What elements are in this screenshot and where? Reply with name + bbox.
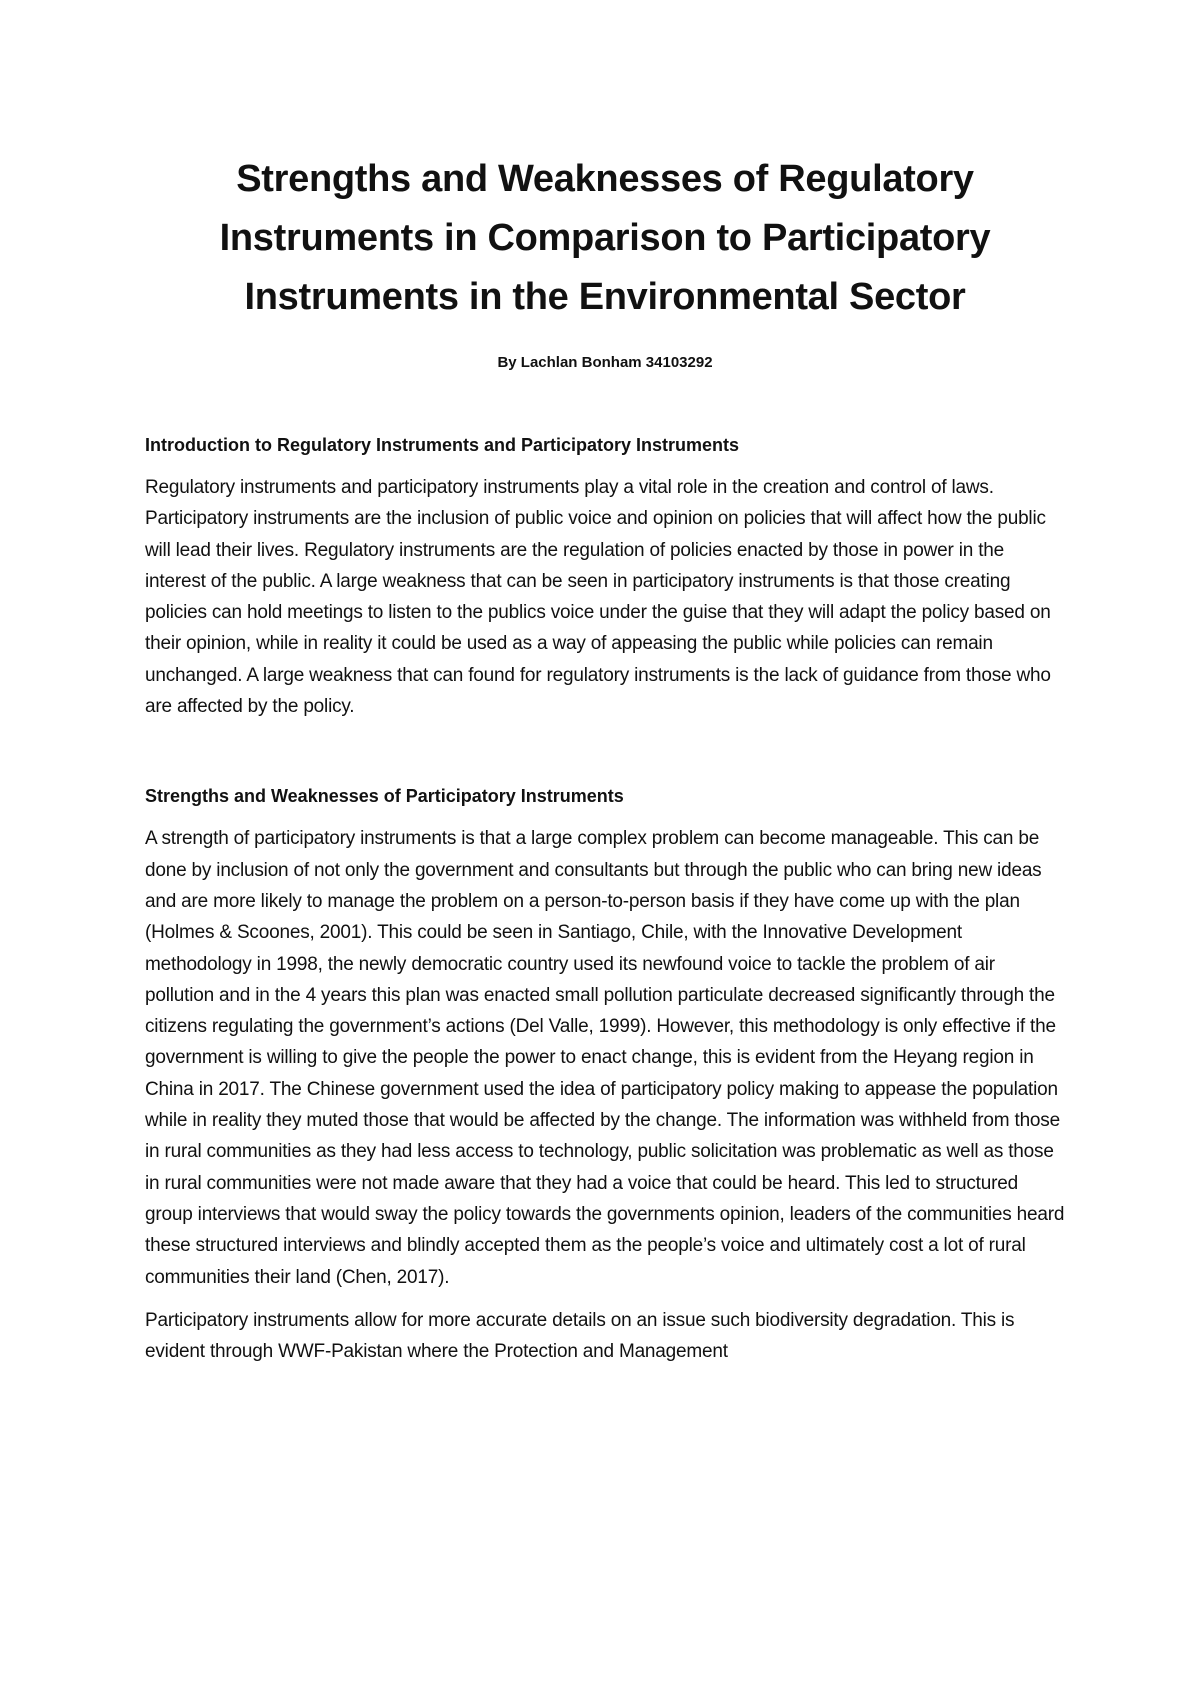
section-heading: Strengths and Weaknesses of Participatory Instruments	[145, 786, 624, 807]
document-title: Strengths and Weaknesses of Regulatory Instruments in Comparison to Participatory Instruments in the Environmental Sector	[219, 158, 991, 318]
paragraph: A strength of participatory instruments is that a large complex problem can become manageable. This can be done by inclusion of not only the government and consultants but through the public who can bring new ideas and are more likely to manage the problem on a person-to-person basis if they have come up with the plan (Holmes & Scoones, 2001). This could be seen in Santiago, Chile, with the Innovative Development methodology in 1998, the newly democratic country used its newfound voice to tackle the problem of air pollution and in the 4 years this plan was enacted small pollution particulate decreased significantly through the citizens regulating the government’s actions (Del Valle, 1999). However, this methodology is only effective if the government is willing to give the people the power to enact change, this is evident from the Heyang region in China in 2017. The Chinese government used the idea of participatory policy making to appease the population while in reality they muted those that would be affected by the change. The information was withheld from those in rural communities as they had less access to technology, public solicitation was problematic as well as those in rural communities were not made aware that they had a voice that could be heard. This led to structured group interviews that would sway the policy towards the governments opinion, leaders of the communities heard these structured interviews and blindly accepted them as the people’s voice and ultimately cost a lot of rural communities their land (Chen, 2017).	[145, 828, 1065, 1288]
paragraph: Regulatory instruments and participatory instruments play a vital role in the creation and control of laws. Participatory instruments are the inclusion of public voice and opinion on policies that will affect how the public will lead their lives. Regulatory instruments are the regulation of policies enacted by those in power in the interest of the public. A large weakness that can be seen in participatory instruments is that those creating policies can hold meetings to listen to the publics voice under the guise that they will adapt the policy based on their opinion, while in reality it could be used as a way of appeasing the public while policies can remain unchanged. A large weakness that can found for regulatory instruments is the lack of guidance from those who are affected by the policy.	[145, 477, 1051, 718]
document-body	[145, 150, 1065, 1367]
section-introduction	[145, 433, 1065, 722]
author-byline: By Lachlan Bonham 34103292	[497, 354, 713, 371]
paragraph: Participatory instruments allow for more accurate details on an issue such biodiversity degradation. This is evident through WWF-Pakistan where the Protection and Management	[145, 1309, 1015, 1363]
section-heading: Introduction to Regulatory Instruments and Participatory Instruments	[145, 435, 740, 455]
section-participatory-strengths-weaknesses	[145, 784, 1065, 1367]
